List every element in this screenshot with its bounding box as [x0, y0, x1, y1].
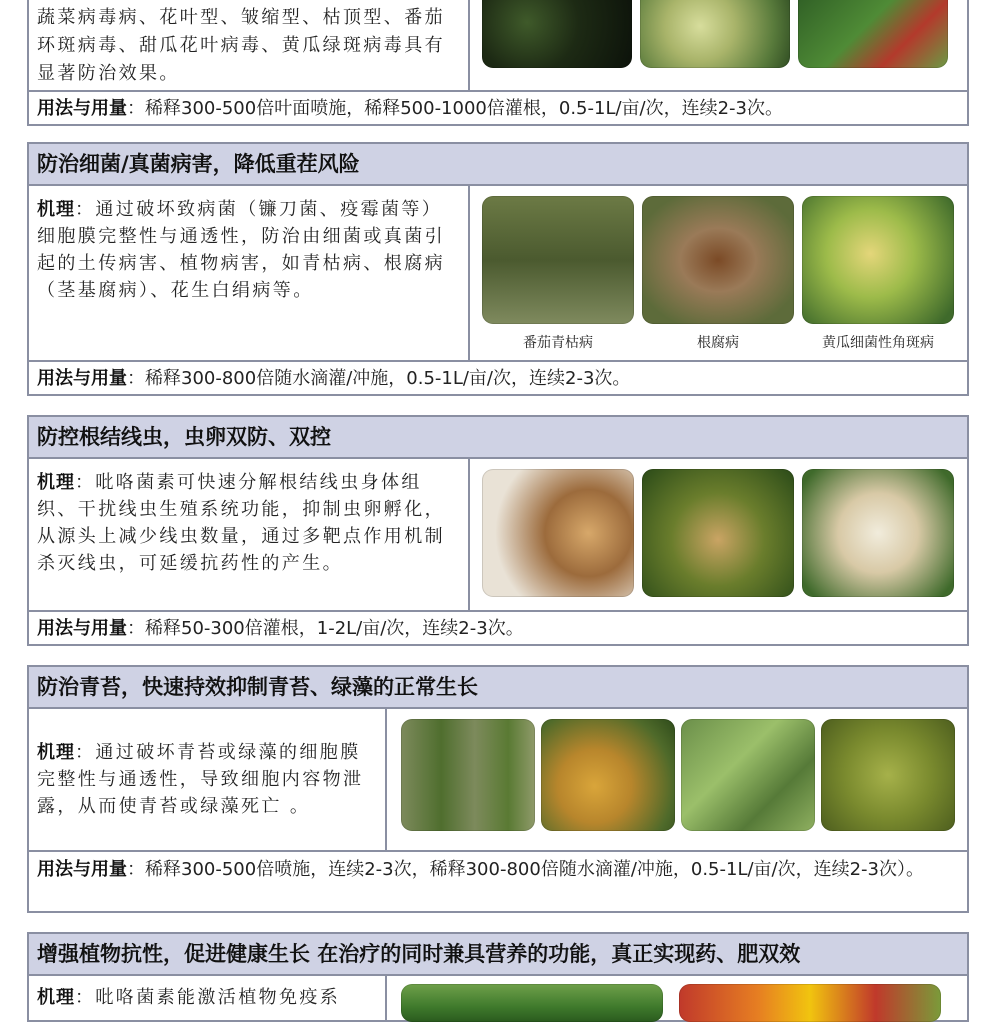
section-images — [468, 186, 967, 360]
section-title: 防治细菌/真菌病害，降低重茬风险 — [29, 144, 967, 186]
virus-photo-2 — [640, 0, 790, 68]
moss-photo-1 — [401, 719, 535, 831]
fruit-photo — [679, 984, 941, 1022]
image-caption: 黄瓜细菌性角斑病 — [822, 335, 934, 351]
image-caption: 番茄青枯病 — [523, 335, 593, 351]
section-title: 防治青苔，快速持效抑制青苔、绿藻的正常生长 — [29, 667, 967, 709]
section-mechanism — [29, 186, 470, 360]
section-mechanism — [29, 976, 387, 1022]
mechanism-text: ：吡咯菌素能激活植物免疫系 — [75, 987, 341, 1008]
section-root-knot-nematode — [27, 415, 969, 646]
mechanism-label: 机理 — [37, 742, 75, 763]
section-virus-images — [468, 0, 967, 90]
moss-photo-4 — [821, 719, 955, 831]
usage-label: 用法与用量 — [37, 859, 127, 880]
usage-label: 用法与用量 — [37, 618, 127, 639]
section-title: 增强植物抗性，促进健康生长 在治疗的同时兼具营养的功能，真正实现药、肥双效 — [29, 934, 967, 976]
mechanism-label: 机理 — [37, 987, 75, 1008]
root-knot-photo-2 — [642, 469, 794, 597]
mechanism-text: 蔬菜病毒病、花叶型、皱缩型、枯顶型、番茄环斑病毒、甜瓜花叶病毒、黄瓜绿斑病毒具有显著防治效果。 — [37, 7, 445, 84]
section-virus-usage — [29, 90, 967, 126]
usage-label: 用法与用量 — [37, 98, 127, 119]
mechanism-text: ：通过破坏青苔或绿藻的细胞膜完整性与通透性，导致细胞内容物泄露，从而使青苔或绿藻死亡 。 — [37, 742, 364, 817]
usage-text: ：稀释50-300倍灌根，1-2L/亩/次，连续2-3次。 — [127, 618, 524, 639]
mechanism-label: 机理 — [37, 472, 75, 493]
usage-text: ：稀释300-800倍随水滴灌/冲施，0.5-1L/亩/次，连续2-3次。 — [127, 368, 631, 389]
section-plant-resistance — [27, 932, 969, 1022]
usage-label: 用法与用量 — [37, 368, 127, 389]
section-usage — [29, 610, 967, 644]
section-mechanism — [29, 459, 470, 610]
section-moss-algae — [27, 665, 969, 913]
usage-text: ：稀释300-500倍喷施，连续2-3次，稀释300-800倍随水滴灌/冲施，0.5-1L/亩/次，连续2-3次）。 — [127, 859, 925, 880]
field-photo — [401, 984, 663, 1022]
moss-photo-2 — [541, 719, 675, 831]
mechanism-text: ：通过破坏致病菌（镰刀菌、疫霉菌等）细胞膜完整性与通透性，防治由细菌或真菌引起的土传病害、植物病害，如青枯病、根腐病（茎基腐病）、花生白绢病等。 — [37, 199, 445, 301]
mechanism-label: 机理 — [37, 199, 75, 220]
moss-photo-3 — [681, 719, 815, 831]
section-virus — [27, 0, 969, 126]
image-caption: 根腐病 — [697, 335, 739, 351]
mechanism-text: ：吡咯菌素可快速分解根结线虫身体组织、干扰线虫生殖系统功能，抑制虫卵孵化，从源头上减少线虫数量，通过多靶点作用机制杀灭线虫，可延缓抗药性的产生。 — [37, 472, 445, 574]
root-knot-photo-3 — [802, 469, 954, 597]
section-images — [468, 459, 967, 610]
section-virus-mechanism — [29, 0, 470, 90]
cucumber-leaf-spot-photo — [802, 196, 954, 324]
tomato-wilt-photo — [482, 196, 634, 324]
section-usage — [29, 360, 967, 394]
root-rot-photo — [642, 196, 794, 324]
section-mechanism — [29, 709, 387, 850]
usage-text: ：稀释300-500倍叶面喷施，稀释500-1000倍灌根，0.5-1L/亩/次，连续2-3次。 — [127, 98, 783, 119]
section-usage — [29, 850, 967, 911]
virus-photo-1 — [482, 0, 632, 68]
root-knot-photo-1 — [482, 469, 634, 597]
section-bacteria-fungi — [27, 142, 969, 396]
section-title: 防控根结线虫，虫卵双防、双控 — [29, 417, 967, 459]
section-images — [385, 709, 967, 850]
section-images — [385, 976, 967, 1022]
virus-photo-3 — [798, 0, 948, 68]
